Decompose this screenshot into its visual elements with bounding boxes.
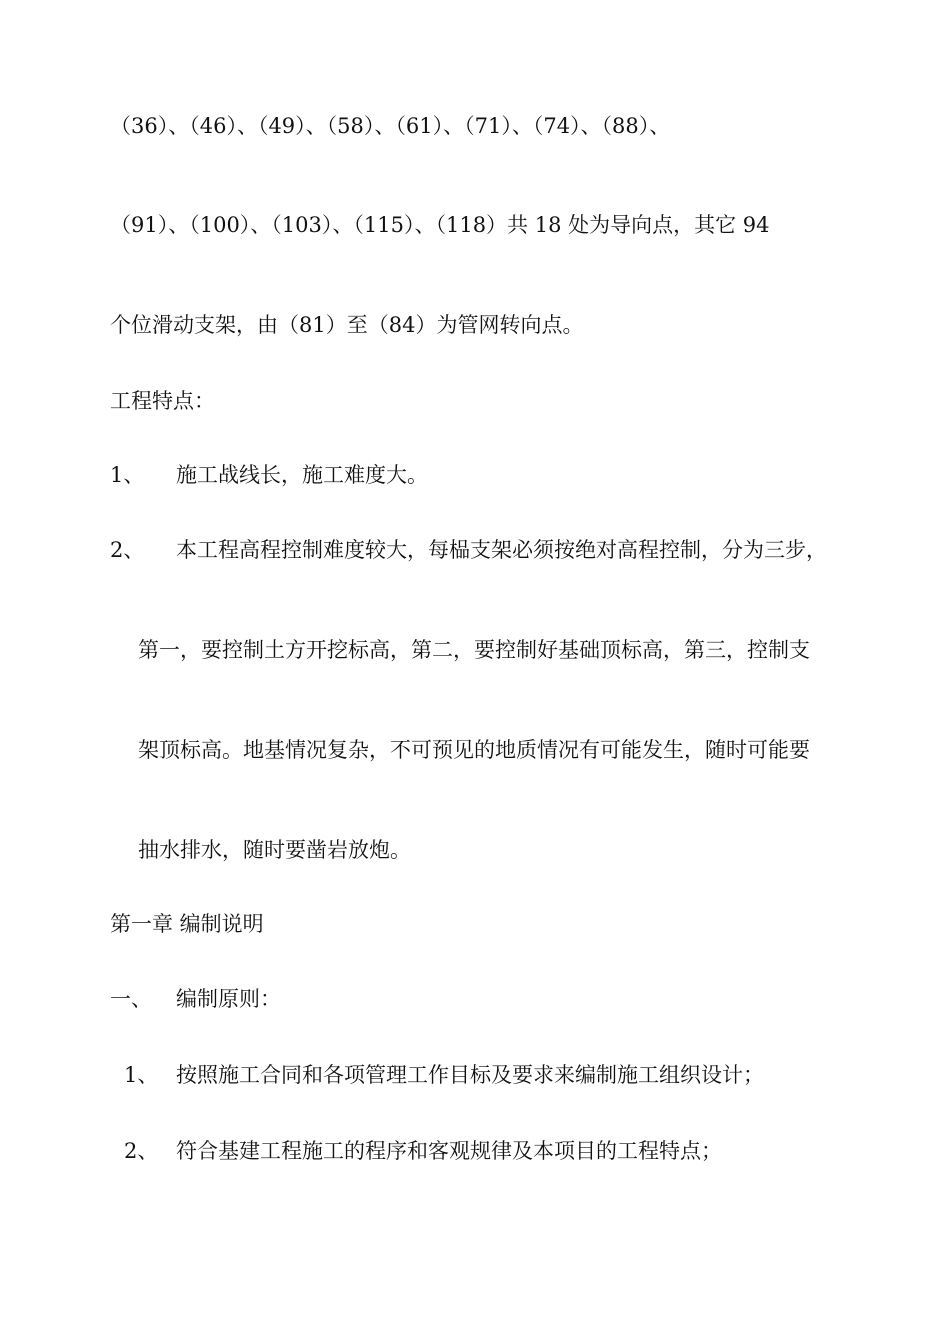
paragraph-line: 个位滑动支架，由（81）至（84）为管网转向点。: [110, 313, 584, 337]
list-number: 2、: [124, 1139, 159, 1163]
list-item-text: 抽水排水，随时要凿岩放炮。: [138, 838, 411, 862]
section-heading: 工程特点：: [110, 389, 215, 413]
list-item-text: 按照施工合同和各项管理工作目标及要求来编制施工组织设计；: [176, 1063, 764, 1087]
list-item-text: 符合基建工程施工的程序和客观规律及本项目的工程特点；: [176, 1139, 722, 1163]
paragraph-line: （36）、（46）、（49）、（58）、（61）、（71）、（74）、（88）、: [110, 114, 671, 138]
section-number: 一、: [110, 987, 152, 1011]
list-item-text: 架顶标高。地基情况复杂，不可预见的地质情况有可能发生，随时可能要: [138, 738, 810, 762]
section-title: 编制原则：: [176, 987, 281, 1011]
list-number: 1、: [110, 463, 145, 487]
list-item-text: 第一，要控制土方开挖标高，第二，要控制好基础顶标高，第三，控制支: [138, 638, 810, 662]
chapter-title: 第一章 编制说明: [110, 912, 264, 936]
list-number: 2、: [110, 538, 145, 562]
list-item-text: 施工战线长，施工难度大。: [176, 463, 428, 487]
list-number: 1、: [124, 1063, 159, 1087]
paragraph-line: （91）、（100）、（103）、（115）、（118）共 18 处为导向点，其它 94: [110, 213, 770, 237]
list-item-text: 本工程高程控制难度较大，每榀支架必须按绝对高程控制，分为三步，: [176, 538, 827, 562]
